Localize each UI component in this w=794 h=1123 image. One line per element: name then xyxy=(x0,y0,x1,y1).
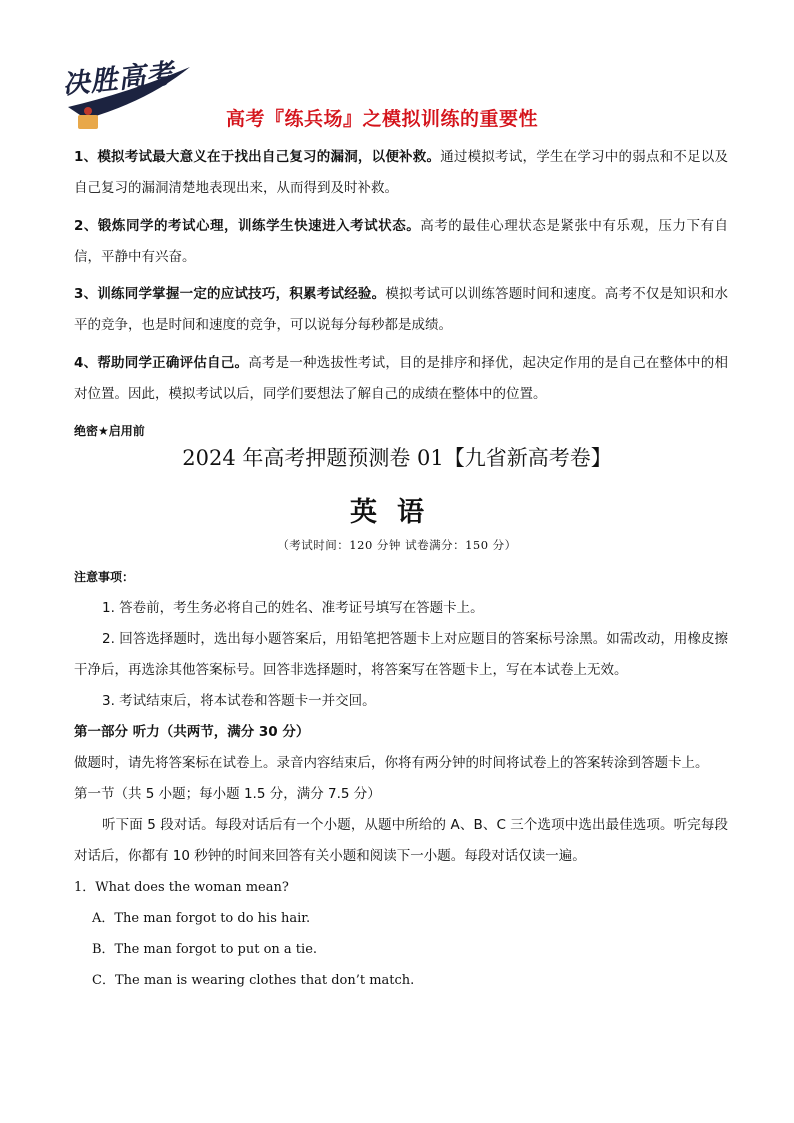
intro-paragraph xyxy=(74,142,728,204)
part1-instruction: 做题时，请先将答案标在试卷上。录音内容结束后，你将有两分钟的时间将试卷上的答案转涂到答题卡上。 xyxy=(74,755,709,771)
confidential-label: 绝密★启用前 xyxy=(74,424,145,438)
intro-point-text: 高考的最佳心理状态是紧张中有乐观，压力下有自信，平静中有兴奋。 xyxy=(74,217,728,265)
intro-paragraph xyxy=(74,211,728,273)
logo xyxy=(58,55,208,135)
intro-paragraph xyxy=(74,279,728,341)
intro-section xyxy=(74,142,728,416)
intro-paragraph xyxy=(74,348,728,410)
part1-heading: 第一部分 听力（共两节，满分 30 分） xyxy=(74,724,310,740)
intro-point-heading: 3、训练同学掌握一定的应试技巧，积累考试经验。 xyxy=(74,286,386,302)
banner-title: 高考『练兵场』之模拟训练的重要性 xyxy=(226,108,539,130)
intro-point-heading: 1、模拟考试最大意义在于找出自己复习的漏洞，以便补救。 xyxy=(74,149,441,165)
intro-point-heading: 2、锻炼同学的考试心理，训练学生快速进入考试状态。 xyxy=(74,217,421,234)
question-stem: 1．What does the woman mean? xyxy=(74,880,289,895)
intro-point-text: 模拟考试可以训练答题时间和速度。高考不仅是知识和水平的竞争，也是时间和速度的竞争，可以说每分每秒都是成绩。 xyxy=(74,286,728,333)
section1-description: 听下面 5 段对话。每段对话后有一个小题，从题中所给的 A、B、C 三个选项中选出最佳选项。听完每段对话后，你都有 10 秒钟的时间来回答有关小题和阅读下一小题。每段对话仅读一遍。 xyxy=(74,817,728,864)
question-option: B．The man forgot to put on a tie. xyxy=(92,942,318,957)
intro-point-text: 通过模拟考试，学生在学习中的弱点和不足以及自己复习的漏洞清楚地表现出来，从而得到及时补救。 xyxy=(74,149,728,196)
note-item: 2. 回答选择题时，选出每小题答案后，用铅笔把答题卡上对应题目的答案标号涂黑。如需改动，用橡皮擦干净后，再选涂其他答案标号。回答非选择题时，将答案写在答题卡上，写在本试卷上无效。 xyxy=(74,631,728,678)
section1-heading: 第一节（共 5 小题；每小题 1.5 分，满分 7.5 分） xyxy=(74,786,381,802)
note-item: 1. 答卷前，考生务必将自己的姓名、准考证号填写在答题卡上。 xyxy=(102,600,484,616)
subject-title: 英语 xyxy=(350,497,444,528)
note-item: 3. 考试结束后，将本试卷和答题卡一并交回。 xyxy=(102,693,376,709)
intro-point-heading: 4、帮助同学正确评估自己。 xyxy=(74,354,249,371)
exam-body xyxy=(74,562,728,996)
question-option: A．The man forgot to do his hair. xyxy=(92,911,311,926)
exam-title: 2024 年高考押题预测卷 01【九省新高考卷】 xyxy=(182,446,612,470)
exam-info: （考试时间：120 分钟 试卷满分：150 分） xyxy=(277,538,517,552)
question-option: C．The man is wearing clothes that don’t match. xyxy=(92,973,415,988)
intro-point-text: 高考是一种选拔性考试，目的是排序和择优，起决定作用的是自己在整体中的相对位置。因此，模拟考试以后，同学们要想法了解自己的成绩在整体中的位置。 xyxy=(74,354,728,402)
logo-text: 决胜高考 xyxy=(61,58,176,101)
notes-heading: 注意事项： xyxy=(74,570,135,584)
